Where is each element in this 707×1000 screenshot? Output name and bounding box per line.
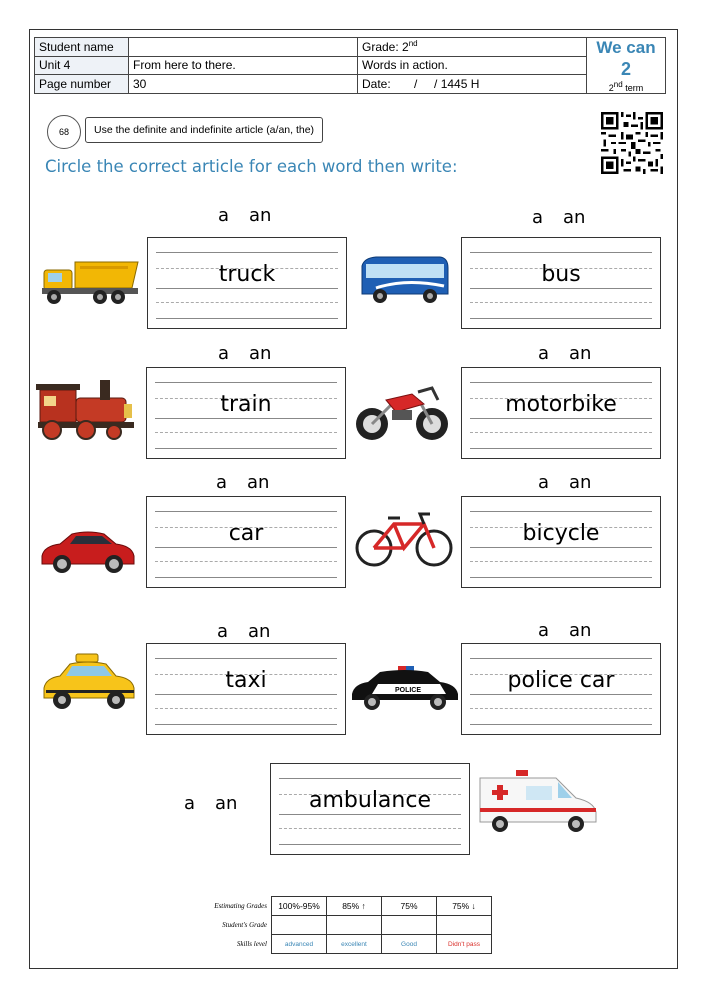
student-name-label: Student name	[35, 38, 129, 57]
student-grade-cell[interactable]	[437, 916, 492, 935]
article-a-option[interactable]: a	[216, 472, 228, 493]
word-label: train	[220, 392, 272, 417]
brand-title: We can	[596, 38, 656, 57]
skills-level-label: Skills level	[236, 940, 267, 948]
article-an-option[interactable]: an	[569, 343, 592, 364]
word-label: police car	[507, 668, 615, 693]
unit-title: From here to there.	[129, 56, 358, 75]
article-choice[interactable]	[538, 620, 591, 641]
article-an-option[interactable]: an	[563, 207, 586, 228]
page-number-label: Page number	[35, 75, 129, 94]
ambulance-icon	[476, 768, 600, 838]
police-label: POLICE	[394, 687, 422, 694]
grade-range-cell: 75%	[382, 897, 437, 916]
article-choice[interactable]	[216, 472, 269, 493]
grade-range-cell: 75% ↓	[437, 897, 492, 916]
word-label: ambulance	[309, 788, 431, 813]
article-a-option[interactable]: a	[218, 205, 230, 226]
word-label: bicycle	[522, 521, 600, 546]
word-label: motorbike	[505, 392, 617, 417]
term-label: 2nd term	[608, 80, 644, 93]
skill-level-cell: excellent	[327, 935, 382, 954]
article-an-option[interactable]: an	[249, 343, 272, 364]
article-choice[interactable]	[217, 621, 270, 642]
writing-box[interactable]	[146, 367, 346, 459]
student-name-field[interactable]	[129, 38, 358, 57]
skill-level-cell: Didn't pass	[437, 935, 492, 954]
writing-box[interactable]	[461, 496, 661, 588]
grade-range-cell: 100%-95%	[272, 897, 327, 916]
student-grade-cell[interactable]	[272, 916, 327, 935]
article-an-option[interactable]: an	[247, 472, 270, 493]
bus-icon	[356, 252, 452, 308]
estimating-grades-label: Estimating Grades	[214, 902, 267, 910]
writing-box[interactable]	[146, 496, 346, 588]
lesson-number-badge: 68	[47, 115, 81, 149]
article-an-option[interactable]: an	[569, 620, 592, 641]
student-grade-cell[interactable]	[327, 916, 382, 935]
grade-range-cell: 85% ↑	[327, 897, 382, 916]
writing-box[interactable]	[461, 367, 661, 459]
writing-box[interactable]	[147, 237, 347, 329]
article-choice[interactable]	[538, 343, 591, 364]
writing-box[interactable]	[270, 763, 470, 855]
article-an-option[interactable]: an	[215, 793, 238, 814]
article-a-option[interactable]: a	[538, 472, 550, 493]
car-icon	[38, 524, 136, 576]
article-a-option[interactable]: a	[538, 620, 550, 641]
brand-box	[587, 38, 666, 94]
date-field[interactable]: Date: / / 1445 H	[358, 75, 587, 94]
lesson-description: Use the definite and indefinite article (a/an, the)	[85, 117, 323, 143]
unit-label: Unit 4	[35, 56, 129, 75]
word-label: taxi	[225, 668, 267, 693]
unit-subtitle: Words in action.	[358, 56, 587, 75]
grade-label: Grade: 2nd	[358, 38, 587, 57]
qr-code-icon[interactable]	[601, 112, 663, 174]
article-a-option[interactable]: a	[218, 343, 230, 364]
writing-box[interactable]	[461, 643, 661, 735]
article-a-option[interactable]: a	[538, 343, 550, 364]
police-car-icon	[350, 664, 460, 712]
article-choice[interactable]	[218, 205, 271, 226]
header-table	[34, 37, 666, 94]
writing-box[interactable]	[146, 643, 346, 735]
article-choice[interactable]	[218, 343, 271, 364]
dump-truck-icon	[40, 256, 140, 306]
students-grade-label: Student's Grade	[222, 921, 267, 929]
article-choice[interactable]	[538, 472, 591, 493]
motorbike-icon	[352, 382, 452, 444]
grades-table	[200, 896, 492, 954]
taxi-icon	[40, 652, 136, 714]
writing-box[interactable]	[461, 237, 661, 329]
brand-level: 2	[620, 59, 631, 79]
article-a-option[interactable]: a	[184, 793, 196, 814]
steam-train-icon	[36, 370, 136, 442]
bicycle-icon	[354, 510, 454, 568]
article-choice[interactable]	[532, 207, 585, 228]
article-an-option[interactable]: an	[248, 621, 271, 642]
word-label: bus	[541, 262, 581, 287]
page-number-value: 30	[129, 75, 358, 94]
instruction-text: Circle the correct article for each word then write:	[45, 157, 458, 176]
word-label: truck	[218, 262, 276, 287]
article-a-option[interactable]: a	[217, 621, 229, 642]
article-an-option[interactable]: an	[249, 205, 272, 226]
skill-level-cell: advanced	[272, 935, 327, 954]
article-a-option[interactable]: a	[532, 207, 544, 228]
skill-level-cell: Good	[382, 935, 437, 954]
article-an-option[interactable]: an	[569, 472, 592, 493]
article-choice[interactable]	[184, 793, 237, 814]
word-label: car	[228, 521, 264, 546]
student-grade-cell[interactable]	[382, 916, 437, 935]
